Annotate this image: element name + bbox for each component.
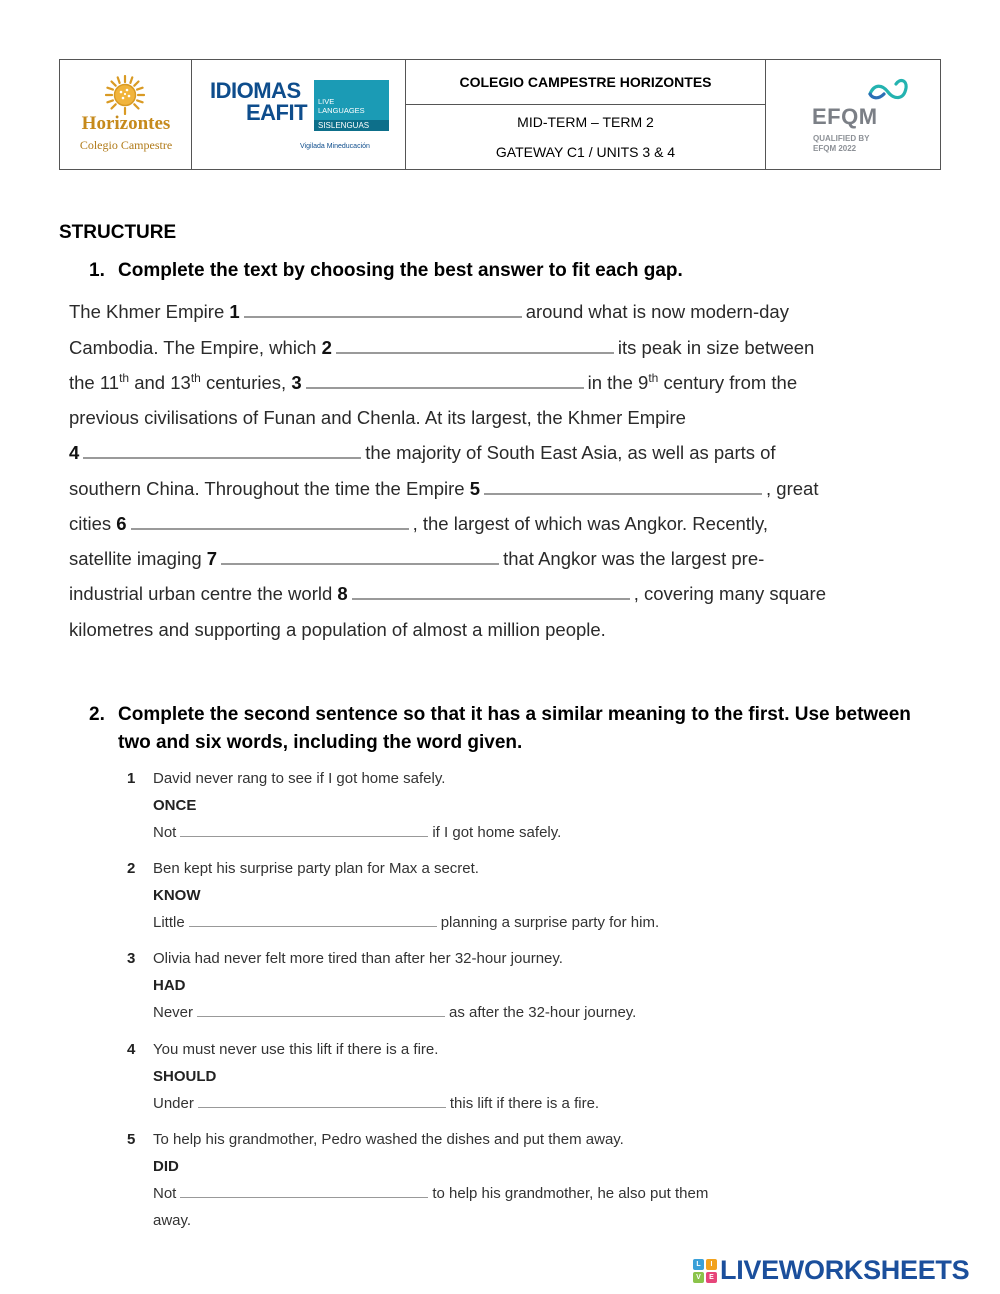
school-logo bbox=[60, 60, 192, 169]
logo-idiomas: IDIOMAS bbox=[210, 78, 301, 103]
gap-3[interactable] bbox=[306, 373, 584, 389]
question-1-number: 1. bbox=[89, 260, 105, 281]
text-line-5: 4 the majority of South East Asia, as well as parts of bbox=[69, 442, 776, 463]
answer-gap[interactable] bbox=[180, 824, 428, 837]
item-keyword: KNOW bbox=[153, 887, 201, 904]
gap-8[interactable] bbox=[352, 584, 630, 600]
gap-2[interactable] bbox=[336, 338, 614, 354]
text-line-6: southern China. Throughout the time the Empire 5 , great bbox=[69, 478, 819, 499]
text-line-1: The Khmer Empire 1 around what is now modern-day bbox=[69, 301, 789, 322]
section-title: STRUCTURE bbox=[59, 222, 177, 243]
school-logo-name: Horizontes bbox=[81, 113, 171, 134]
liveworksheets-logo bbox=[693, 1255, 969, 1286]
school-name: COLEGIO CAMPESTRE HORIZONTES bbox=[406, 60, 765, 105]
answer-gap[interactable] bbox=[189, 914, 437, 927]
exam-title: MID-TERM – TERM 2 bbox=[517, 114, 654, 131]
item-answer-line: Not if I got home safely. bbox=[153, 824, 562, 841]
answer-gap[interactable] bbox=[180, 1185, 428, 1198]
text-line-7: cities 6 , the largest of which was Angkor. Recently, bbox=[69, 513, 769, 534]
course-title: GATEWAY C1 / UNITS 3 & 4 bbox=[495, 144, 676, 161]
item-sentence: Ben kept his surprise party plan for Max a secret. bbox=[153, 860, 479, 877]
item-number: 3 bbox=[127, 950, 136, 967]
gap-6[interactable] bbox=[131, 514, 409, 530]
item-sentence: Olivia had never felt more tired than after her 32-hour journey. bbox=[153, 950, 563, 967]
item-answer-continuation: away. bbox=[153, 1212, 192, 1229]
item-sentence: David never rang to see if I got home safely. bbox=[153, 770, 446, 787]
item-answer-line: Under this lift if there is a fire. bbox=[153, 1095, 600, 1112]
school-logo-subtitle: Colegio Campestre bbox=[79, 138, 173, 152]
gap-7[interactable] bbox=[221, 549, 499, 565]
answer-gap[interactable] bbox=[198, 1095, 446, 1108]
quality-logo-qualified: QUALIFIED BY bbox=[813, 134, 870, 143]
logo-tagline: LIVE LANGUAGES bbox=[318, 97, 365, 115]
answer-gap[interactable] bbox=[197, 1004, 445, 1017]
gap-4[interactable] bbox=[83, 443, 361, 459]
liveworksheets-icon: L I V E bbox=[693, 1259, 717, 1283]
text-line-3: the 11th and 13th centuries, 3 in the 9th century from the bbox=[69, 370, 798, 393]
quality-logo-name: EFQM bbox=[812, 104, 878, 129]
item-keyword: ONCE bbox=[153, 797, 197, 814]
item-answer-line: Not to help his grandmother, he also put them bbox=[153, 1185, 709, 1202]
item-sentence: You must never use this lift if there is a fire. bbox=[153, 1041, 439, 1058]
text-line-2: Cambodia. The Empire, which 2 its peak in size between bbox=[69, 337, 815, 358]
question-2-title: Complete the second sentence so that it has a similar meaning to the first. Use between two and six words, including the word given. bbox=[118, 704, 911, 753]
gap-1[interactable] bbox=[244, 302, 522, 318]
question-2-number: 2. bbox=[89, 704, 105, 725]
item-keyword: HAD bbox=[153, 977, 186, 994]
quality-logo-year: EFQM 2022 bbox=[813, 144, 857, 153]
language-institute-logo bbox=[192, 60, 406, 169]
text-line-10: kilometres and supporting a population of almost a million people. bbox=[69, 619, 606, 640]
logo-eafit: EAFIT bbox=[246, 100, 308, 125]
logo-sislenguas: SISLENGUAS bbox=[314, 120, 389, 131]
text-line-9: industrial urban centre the world 8 , covering many square bbox=[69, 583, 826, 604]
item-number: 1 bbox=[127, 770, 136, 787]
item-number: 5 bbox=[127, 1131, 136, 1148]
item-keyword: SHOULD bbox=[153, 1068, 217, 1085]
exam-info bbox=[406, 60, 766, 169]
item-number: 4 bbox=[127, 1041, 136, 1058]
item-number: 2 bbox=[127, 860, 136, 877]
infinity-icon bbox=[866, 76, 910, 104]
header-table bbox=[59, 59, 941, 170]
text-line-8: satellite imaging 7 that Angkor was the largest pre- bbox=[69, 548, 765, 569]
gap-5[interactable] bbox=[484, 479, 762, 495]
item-answer-line: Little planning a surprise party for him. bbox=[153, 914, 660, 931]
logo-vigilada: Vigilada Mineducación bbox=[300, 143, 370, 150]
quality-logo bbox=[766, 60, 940, 169]
item-answer-line: Never as after the 32-hour journey. bbox=[153, 1004, 637, 1021]
question-1-title: Complete the text by choosing the best answer to fit each gap. bbox=[118, 260, 683, 281]
item-sentence: To help his grandmother, Pedro washed the dishes and put them away. bbox=[153, 1131, 624, 1148]
liveworksheets-brand: LIVEWORKSHEETS bbox=[720, 1255, 970, 1285]
item-keyword: DID bbox=[153, 1158, 179, 1175]
sun-icon bbox=[105, 75, 145, 115]
text-line-4: previous civilisations of Funan and Chenla. At its largest, the Khmer Empire bbox=[69, 407, 686, 428]
